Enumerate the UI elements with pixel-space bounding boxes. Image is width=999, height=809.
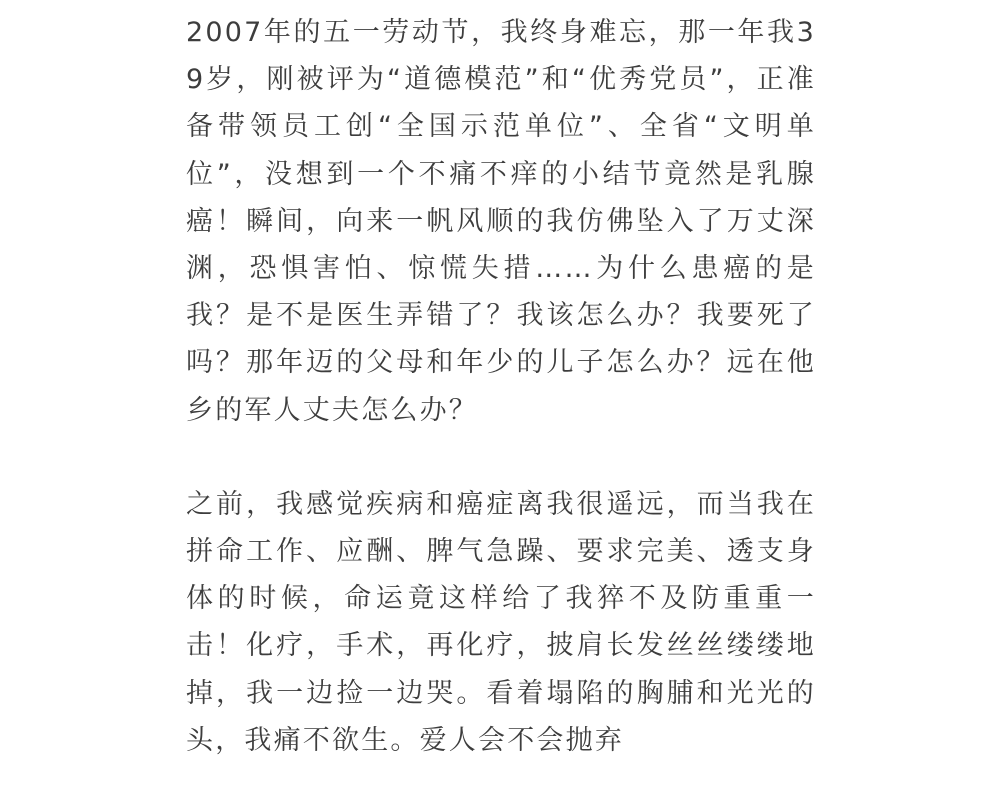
article-body bbox=[186, 9, 816, 764]
article-paragraph-1: 2007年的五一劳动节，我终身难忘，那一年我39岁，刚被评为“道德模范”和“优秀党员”，正准备带领员工创“全国示范单位”、全省“文明单位”，没想到一个不痛不痒的小结节竟然是乳腺癌！瞬间，向来一帆风顺的我仿佛坠入了万丈深渊，恐惧害怕、惊慌失措……为什么患癌的是我？是不是医生弄错了？我该怎么办？我要死了吗？那年迈的父母和年少的儿子怎么办？远在他乡的军人丈夫怎么办？ bbox=[186, 17, 816, 426]
article-paragraph-2: 之前，我感觉疾病和癌症离我很遥远，而当我在拼命工作、应酬、脾气急躁、要求完美、透支身体的时候，命运竟这样给了我猝不及防重重一击！化疗，手术，再化疗，披肩长发丝丝缕缕地掉，我一边捡一边哭。看着塌陷的胸脯和光光的头，我痛不欲生。爱人会不会抛弃 bbox=[186, 488, 816, 756]
